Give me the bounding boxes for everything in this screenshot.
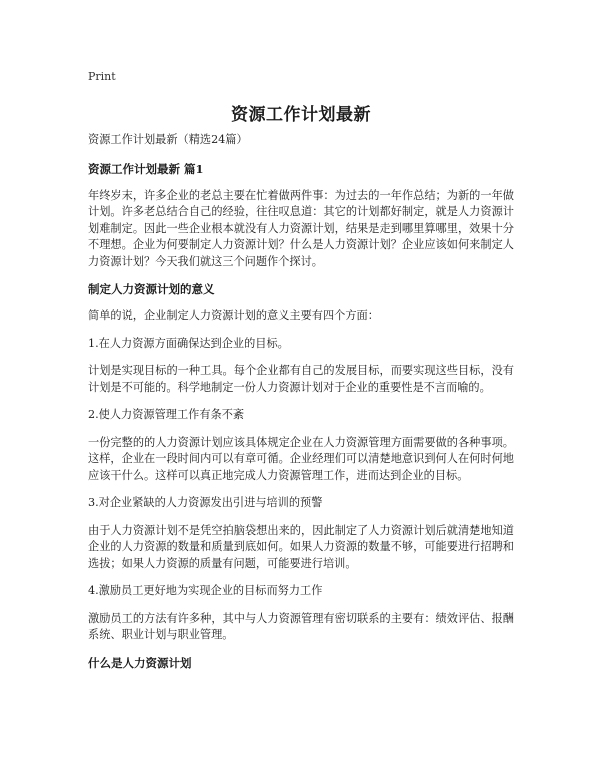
point-2-body: 一份完整的的人力资源计划应该具体规定企业在人力资源管理方面需要做的各种事项。这样，企业在一段时间内可以有章可循。企业经理们可以清楚地意识到何人在何时何地应该干什么。这样可以真正地完成人力资源管理工作，进而达到企业的目标。 bbox=[88, 435, 514, 482]
intro-paragraph: 年终岁末，许多企业的老总主要在忙着做两件事：为过去的一年作总结；为新的一年做计划。许多老总结合自己的经验，往往叹息道：其它的计划都好制定，就是人力资源计划难制定。因此一些企业根本就没有人力资源计划，结果是走到哪里算哪里，效果十分不理想。企业为何要制定人力资源计划？什么是人力资源计划？企业应该如何来制定人力资源计划？今天我们就这三个问题作个探讨。 bbox=[88, 188, 514, 268]
point-2-title: 2.使人力资源管理工作有条不紊 bbox=[88, 408, 245, 421]
document-title: 资源工作计划最新 bbox=[231, 105, 371, 125]
point-1-body: 计划是实现目标的一种工具。每个企业都有自己的发展目标，而要实现这些目标，没有计划是不可能的。科学地制定一份人力资源计划对于企业的重要性是不言而喻的。 bbox=[88, 364, 514, 394]
point-3-title: 3.对企业紧缺的人力资源发出引进与培训的预警 bbox=[88, 496, 323, 509]
document-body bbox=[88, 132, 514, 682]
point-4-body: 激励员工的方法有许多种，其中与人力资源管理有密切联系的主要有：绩效评估、报酬系统、职业计划与职业管理。 bbox=[88, 611, 514, 641]
document-subtitle: 资源工作计划最新（精选24篇） bbox=[88, 133, 248, 146]
point-1-title: 1.在人力资源方面确保达到企业的目标。 bbox=[88, 336, 289, 350]
what-heading: 什么是人力资源计划 bbox=[88, 655, 192, 670]
meaning-heading: 制定人力资源计划的意义 bbox=[88, 282, 215, 296]
point-4-title: 4.激励员工更好地为实现企业的目标而努力工作 bbox=[88, 584, 323, 597]
print-label: Print bbox=[88, 70, 116, 83]
meaning-intro-paragraph: 简单的说，企业制定人力资源计划的意义主要有四个方面： bbox=[88, 309, 379, 322]
section-heading: 资源工作计划最新 篇1 bbox=[88, 161, 204, 176]
point-3-body: 由于人力资源计划不是凭空拍脑袋想出来的，因此制定了人力资源计划后就清楚地知道企业的人力资源的数量和质量到底如何。如果人力资源的数量不够，可能要进行招聘和选拔；如果人力资源的质量有问题，可能要进行培训。 bbox=[88, 523, 514, 570]
